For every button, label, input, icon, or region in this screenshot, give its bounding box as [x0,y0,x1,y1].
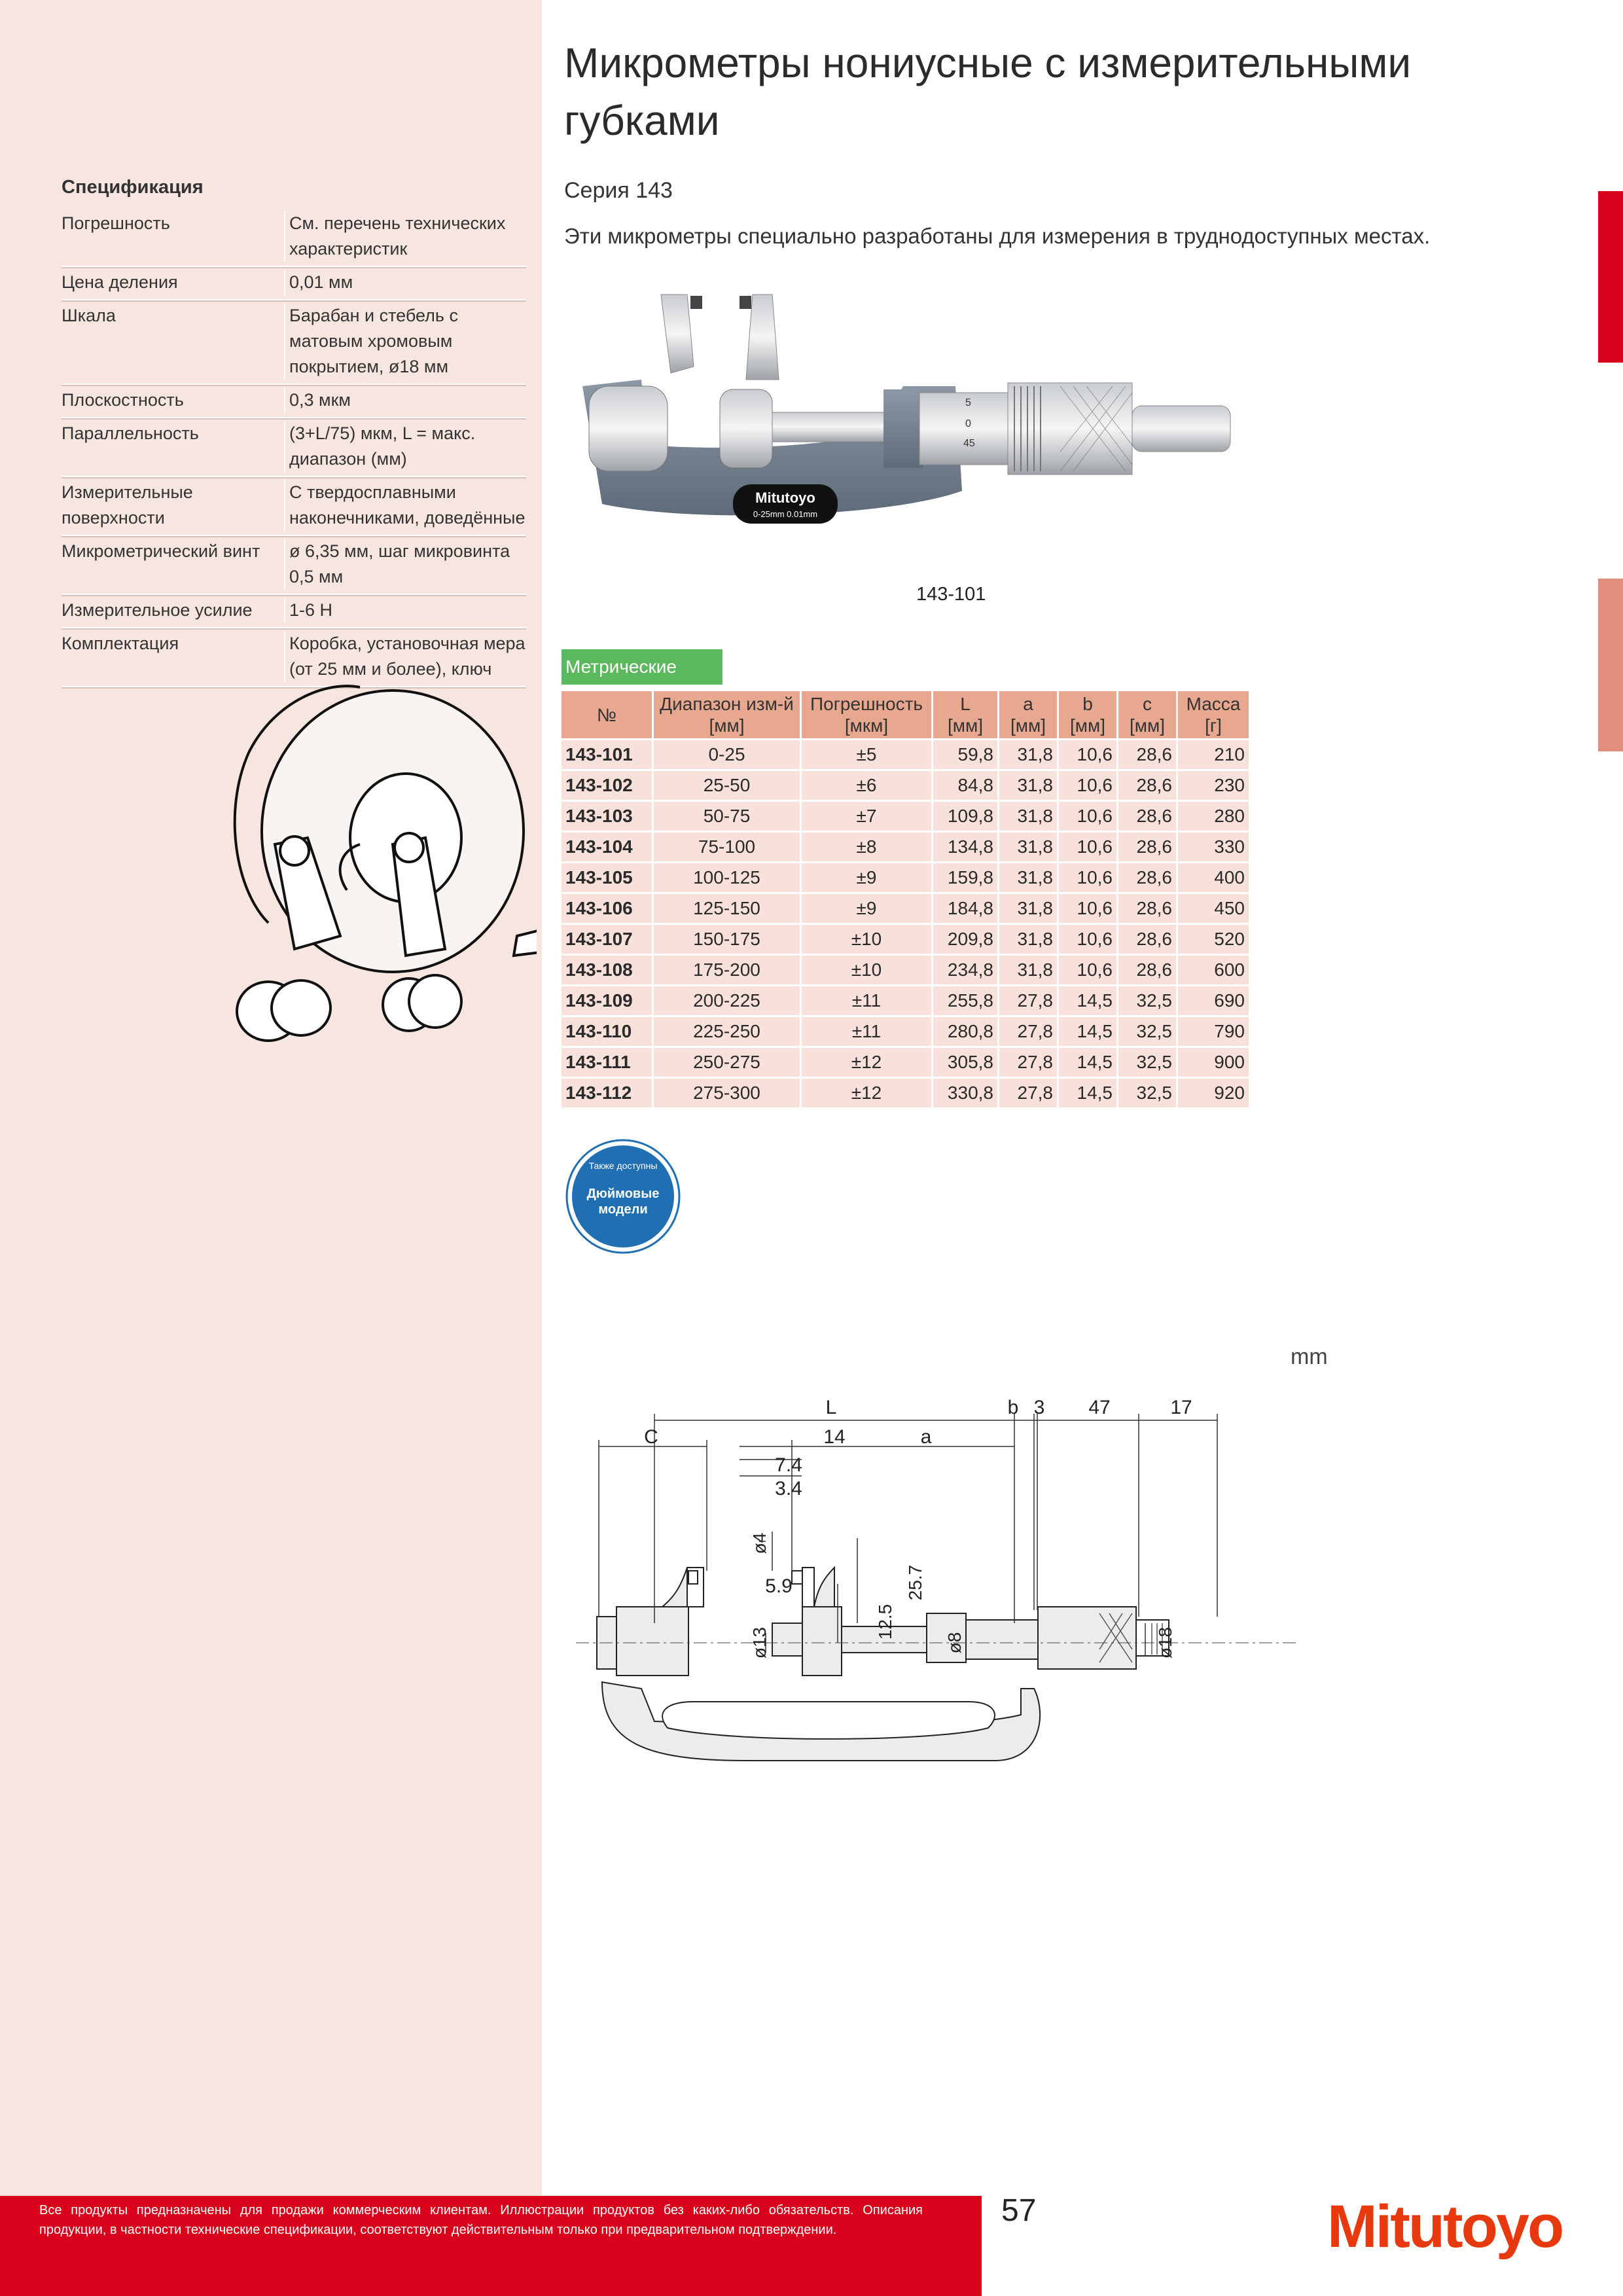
table-cell: 330 [1177,832,1250,863]
spec-key: Параллельность [62,423,199,443]
table-cell: 159,8 [933,863,999,893]
spec-value: 1-6 Н [284,598,526,623]
table-cell: 10,6 [1058,863,1118,893]
table-cell: 109,8 [933,801,999,832]
table-cell: 150-175 [653,924,801,955]
brand-logo: Mitutoyo [1327,2193,1563,2260]
table-row [562,924,1250,955]
table-cell: 175-200 [653,955,801,986]
page-title: Микрометры нониусные с измерительными губками [564,39,1412,144]
table-cell: 31,8 [999,770,1058,801]
table-cell: 28,6 [1118,770,1177,801]
header-label: c [1143,694,1152,714]
spec-key: Измерительное усилие [62,600,253,620]
table-row [562,863,1250,893]
table-cell: 14,5 [1058,986,1118,1016]
description: Эти микрометры специально разработаны для измерения в труднодоступных местах. [564,224,1431,248]
dim-a: a [920,1426,932,1448]
footer-disclaimer: Все продукты предназначены для продажи коммерческим клиентам. Иллюстрации продуктов без каких-либо обязательств. Описания продукции, в частности технические спецификации, соответствуют действительным только при предварительном подтверждении. [39,2203,923,2237]
table-cell: ±9 [801,863,933,893]
table-cell: 31,8 [999,955,1058,986]
table-cell: ±9 [801,893,933,924]
table-cell: 184,8 [933,893,999,924]
dim-3: 3 [1033,1397,1045,1418]
jaw-illustration [209,674,537,1047]
spec-value: 0,01 мм [284,270,526,295]
table-header-cell [933,691,999,740]
photo-range: 0-25mm 0.01mm [753,509,818,519]
dim-14: 14 [823,1426,846,1448]
header-label: Диапазон изм-й [660,694,794,714]
table-cell: 31,8 [999,863,1058,893]
spec-value: Коробка, установочная мера (от 25 мм и более), ключ [284,631,526,682]
table-cell: 14,5 [1058,1016,1118,1047]
table-cell: 100-125 [653,863,801,893]
table-cell: 32,5 [1118,986,1177,1016]
photo-scale-2: 0 [965,418,971,429]
table-cell: ±10 [801,924,933,955]
header-label: b [1082,694,1093,714]
table-cell: 143-103 [562,801,653,832]
table-cell: 143-104 [562,832,653,863]
table-header-cell [653,691,801,740]
table-cell: 600 [1177,955,1250,986]
table-cell: 14,5 [1058,1078,1118,1108]
spec-value: ø 6,35 мм, шаг микровинта 0,5 мм [284,539,526,590]
table-cell: 900 [1177,1047,1250,1078]
table-cell: 230 [1177,770,1250,801]
dim-17: 17 [1170,1397,1192,1418]
table-cell: 255,8 [933,986,999,1016]
table-row [562,1078,1250,1108]
table-header-row [562,691,1250,740]
table-cell: ±12 [801,1047,933,1078]
table-cell: 520 [1177,924,1250,955]
table-cell: 28,6 [1118,893,1177,924]
spec-row [62,267,526,300]
table-cell: 31,8 [999,740,1058,770]
table-cell: 32,5 [1118,1047,1177,1078]
table-cell: 280,8 [933,1016,999,1047]
table-row [562,801,1250,832]
table-header-cell [562,691,653,740]
dim-47: 47 [1088,1397,1111,1418]
table-cell: 59,8 [933,740,999,770]
table-cell: 330,8 [933,1078,999,1108]
metric-tag: Метрические [562,649,722,685]
table-cell: 143-111 [562,1047,653,1078]
table-cell: ±5 [801,740,933,770]
table-cell: 400 [1177,863,1250,893]
table-cell: 28,6 [1118,801,1177,832]
dim-7-4: 7.4 [775,1454,802,1476]
badge-top: Также доступны [588,1160,658,1171]
spec-row [62,418,526,477]
dim-d18: ø18 [1155,1626,1175,1659]
badge-main-2: модели [598,1202,648,1217]
table-header-cell [801,691,933,740]
table-cell: 690 [1177,986,1250,1016]
spec-key: Цена деления [62,272,178,292]
table-cell: ±8 [801,832,933,863]
spec-row [62,536,526,595]
spec-value: 0,3 мкм [284,387,526,413]
unit-label: mm [1291,1344,1328,1369]
spec-row [62,385,526,418]
header-unit: [мм] [709,715,745,736]
table-cell: 10,6 [1058,832,1118,863]
table-cell: 10,6 [1058,740,1118,770]
header-unit: [мм] [1010,715,1046,736]
spec-key: Измерительные поверхности [62,482,193,528]
header-unit: [г] [1205,715,1222,736]
spec-heading: Спецификация [62,177,204,198]
dim-d4: ø4 [749,1532,770,1554]
header-label: L [960,694,971,714]
table-cell: 84,8 [933,770,999,801]
table-row [562,955,1250,986]
table-cell: ±11 [801,986,933,1016]
dim-12-5: 12.5 [875,1604,895,1640]
spec-key: Плоскостность [62,390,184,410]
table-cell: ±11 [801,1016,933,1047]
table-cell: 280 [1177,801,1250,832]
spec-value: Барабан и стебель с матовым хромовым покрытием, ø18 мм [284,303,526,380]
table-cell: ±12 [801,1078,933,1108]
table-cell: 32,5 [1118,1016,1177,1047]
table-cell: 10,6 [1058,801,1118,832]
table-header-cell [1058,691,1118,740]
table-cell: 10,6 [1058,770,1118,801]
spec-key: Микрометрический винт [62,541,260,561]
spec-key: Погрешность [62,213,170,233]
table-cell: 450 [1177,893,1250,924]
table-cell: 225-250 [653,1016,801,1047]
table-header-cell [1118,691,1177,740]
dim-3-4: 3.4 [775,1478,802,1499]
badge-main-1: Дюймовые [586,1187,660,1201]
spec-key: Комплектация [62,634,179,653]
dim-5-9: 5.9 [765,1575,793,1597]
table-cell: 27,8 [999,986,1058,1016]
table-cell: 143-105 [562,863,653,893]
table-cell: 143-106 [562,893,653,924]
table-cell: 31,8 [999,801,1058,832]
dim-b: b [1007,1397,1019,1418]
table-cell: 143-108 [562,955,653,986]
photo-caption: 143-101 [916,584,986,605]
header-label: Масса [1186,694,1241,714]
page-number: 57 [1001,2193,1037,2228]
table-cell: 790 [1177,1016,1250,1047]
dim-d8: ø8 [944,1632,965,1654]
table-cell: 143-101 [562,740,653,770]
header-unit: [мм] [1069,715,1106,736]
table-cell: ±7 [801,801,933,832]
spec-key: Шкала [62,306,116,325]
table-cell: 10,6 [1058,893,1118,924]
table-cell: 210 [1177,740,1250,770]
table-header-cell [999,691,1058,740]
header-label: № [596,704,617,725]
section-tab-red [1598,191,1623,363]
spec-value: (3+L/75) мкм, L = макс. диапазон (мм) [284,421,526,472]
table-cell: 27,8 [999,1047,1058,1078]
table-row [562,893,1250,924]
table-cell: ±10 [801,955,933,986]
spec-table [62,208,526,687]
table-cell: 143-102 [562,770,653,801]
table-cell: 14,5 [1058,1047,1118,1078]
product-photo [563,281,1335,556]
models-table [562,691,1251,1107]
table-cell: 143-107 [562,924,653,955]
table-cell: 32,5 [1118,1078,1177,1108]
table-cell: 28,6 [1118,740,1177,770]
spec-row [62,595,526,628]
table-cell: ±6 [801,770,933,801]
table-cell: 10,6 [1058,924,1118,955]
spec-row [62,208,526,267]
table-cell: 134,8 [933,832,999,863]
section-tab-salmon [1598,579,1623,751]
table-row [562,832,1250,863]
spec-value: С твердосплавными наконечниками, доведённые [284,480,526,531]
table-cell: 50-75 [653,801,801,832]
dim-d13: ø13 [749,1626,770,1659]
table-cell: 250-275 [653,1047,801,1078]
table-cell: 125-150 [653,893,801,924]
header-label: a [1023,694,1033,714]
table-cell: 31,8 [999,832,1058,863]
table-row [562,1047,1250,1078]
spec-value: См. перечень технических характеристик [284,211,526,262]
table-cell: 27,8 [999,1078,1058,1108]
header-unit: [мкм] [844,715,889,736]
table-cell: 27,8 [999,1016,1058,1047]
table-cell: 200-225 [653,986,801,1016]
header-unit: [мм] [1129,715,1166,736]
technical-drawing [576,1374,1335,1793]
table-cell: 75-100 [653,832,801,863]
dim-25-7: 25.7 [905,1564,925,1601]
dim-C: C [644,1426,658,1448]
photo-brand: Mitutoyo [755,490,815,506]
inch-models-badge [564,1138,682,1255]
table-row [562,740,1250,770]
table-cell: 31,8 [999,893,1058,924]
table-cell: 31,8 [999,924,1058,955]
table-cell: 28,6 [1118,863,1177,893]
table-cell: 143-109 [562,986,653,1016]
table-row [562,770,1250,801]
table-cell: 28,6 [1118,924,1177,955]
table-cell: 143-112 [562,1078,653,1108]
table-cell: 234,8 [933,955,999,986]
table-cell: 25-50 [653,770,801,801]
table-cell: 209,8 [933,924,999,955]
header-label: Погрешность [810,694,923,714]
table-cell: 920 [1177,1078,1250,1108]
photo-scale-1: 5 [965,397,971,408]
dim-L: L [825,1397,837,1418]
table-cell: 28,6 [1118,955,1177,986]
table-header-cell [1177,691,1250,740]
table-body [562,740,1250,1108]
table-cell: 143-110 [562,1016,653,1047]
table-cell: 28,6 [1118,832,1177,863]
photo-scale-3: 45 [963,438,975,449]
spec-row [62,477,526,536]
series-label: Серия 143 [564,178,673,203]
table-row [562,1016,1250,1047]
table-row [562,986,1250,1016]
header-unit: [мм] [947,715,984,736]
table-cell: 0-25 [653,740,801,770]
spec-row [62,300,526,385]
table-cell: 10,6 [1058,955,1118,986]
table-cell: 275-300 [653,1078,801,1108]
table-cell: 305,8 [933,1047,999,1078]
